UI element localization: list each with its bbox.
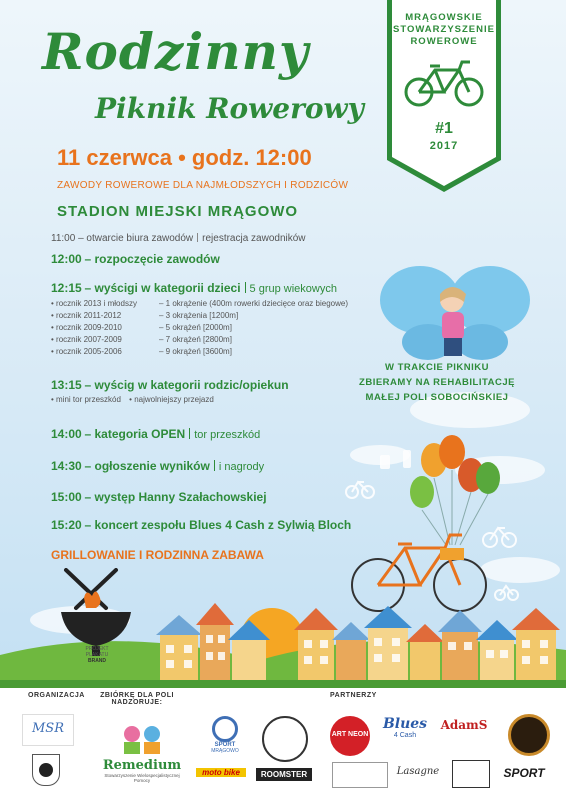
schedule-time: 15:00 (51, 490, 82, 504)
collect-label-line1: ZBIÓRKĘ DLA POLI (100, 692, 174, 699)
fundraiser-line1: W TRAKCIE PIKNIKU (384, 362, 490, 373)
kids-group: • rocznik 2011-2012 (51, 311, 122, 320)
schedule-text: – ogłoszenie wyników (84, 459, 210, 473)
schedule-extra: i nagrody (218, 461, 265, 473)
kids-group: • rocznik 2005-2006 (51, 347, 122, 356)
fundraiser-line2: ZBIERAMY NA REHABILITACJĘ (359, 377, 515, 388)
blues-text: Blues (382, 716, 428, 732)
sport-logo-mark (212, 716, 238, 742)
remedium-icon (112, 716, 172, 756)
kids-group: • rocznik 2013 i młodszy (51, 299, 137, 308)
partners-label: PARTNERZY (330, 692, 377, 699)
hotel-logo (452, 760, 490, 788)
grill-banner: GRILLOWANIE I RODZINNA ZABAWA (51, 548, 264, 562)
parent-detail: • najwolniejszy przejazd (129, 395, 214, 404)
kids-group: • rocznik 2007-2009 (51, 335, 122, 344)
kids-row (51, 311, 238, 320)
schedule-item-8 (51, 518, 351, 532)
kids-desc: – 1 okrążenie (400m rowerki dziecięce oraz biegowe) (159, 299, 348, 308)
kids-row (51, 347, 232, 356)
fundraiser-line3: MAŁEJ POLI SOBOCIŃSKIEJ (365, 392, 509, 403)
artneon-text: ART NEON (331, 731, 369, 738)
restaurant-logo (332, 762, 388, 788)
schedule-item-7 (51, 490, 267, 504)
ribbon-badge (387, 0, 501, 192)
credit-line2: PLAKATU (85, 652, 109, 658)
ribbon-line2: STOWARZYSZENIE (393, 24, 495, 35)
event-date: 11 czerwca • godz. 12:00 (57, 145, 312, 170)
schedule-text: – rozpoczęcie zawodów (84, 252, 220, 266)
schedule-time: 14:00 (51, 427, 82, 441)
partner-round-logo (508, 714, 550, 756)
schedule-time: 13:15 (51, 378, 82, 392)
crest-emblem (39, 763, 53, 777)
adams-text: AdamS (440, 718, 488, 732)
butterfly-girl-image (380, 262, 530, 362)
schedule-item-4 (51, 378, 289, 392)
schedule-time: 14:30 (51, 459, 82, 473)
kids-desc: – 7 okrążeń [2800m] (159, 335, 232, 344)
event-venue: STADION MIEJSKI MRĄGOWO (57, 203, 299, 220)
collect-label-line2: NADZORUJE: (111, 699, 163, 706)
schedule-text: – koncert zespołu Blues 4 Cash z Sylwią Bloch (84, 518, 352, 532)
parent-details (51, 395, 214, 404)
kids-row (51, 323, 232, 332)
bike-club-logo (262, 716, 308, 762)
title-line1: Rodzinny (42, 22, 310, 81)
kids-desc: – 5 okrążeń [2000m] (159, 323, 232, 332)
adams-logo (436, 718, 492, 732)
kids-desc: – 9 okrążeń [3600m] (159, 347, 232, 356)
schedule-time: 12:15 (51, 281, 82, 295)
city-crest-logo (32, 754, 60, 786)
remedium-sub: Stowarzyszenie Wielospecjalistycznej Pomocy (104, 773, 180, 783)
design-credit (72, 646, 122, 664)
title-line2: Piknik Rowerowy (95, 92, 364, 125)
ribbon-number: #1 (435, 120, 453, 137)
schedule-time: 12:00 (51, 252, 82, 266)
schedule-text: – kategoria OPEN (84, 427, 186, 441)
schedule-time: 11:00 (51, 233, 76, 244)
divider (197, 233, 198, 242)
schedule-item-5 (51, 427, 260, 441)
divider (245, 282, 246, 293)
sport-mragowo-logo (200, 716, 250, 754)
blues-sub: 4 Cash (393, 732, 417, 739)
ribbon-line3: ROWEROWE (410, 36, 478, 47)
divider (214, 460, 215, 471)
schedule-time: 15:20 (51, 518, 82, 532)
schedule-text: – występ Hanny Szałachowskiej (84, 490, 267, 504)
divider (189, 428, 190, 439)
sport-logo-sub: MRĄGOWO (211, 748, 239, 754)
parent-detail: • mini tor przeszkód (51, 395, 121, 404)
msr-logo (22, 714, 74, 746)
schedule-text: – otwarcie biura zawodów (78, 233, 194, 244)
schedule-item-2 (51, 252, 220, 266)
motobike-logo: moto bike (196, 768, 246, 777)
artneon-logo (330, 716, 370, 756)
collect-label (92, 692, 182, 706)
schedule-extra: tor przeszkód (194, 429, 261, 441)
ribbon-line1: MRĄGOWSKIE (405, 12, 483, 23)
remedium-name: Remedium (102, 758, 182, 773)
kids-row (51, 335, 232, 344)
sport-logo-text: SPORT (214, 742, 236, 748)
sport-logo: SPORT (503, 766, 545, 780)
kids-row (51, 299, 348, 308)
organizer-label: ORGANIZACJA (28, 692, 85, 699)
schedule-extra: rejestracja zawodników (202, 233, 306, 244)
schedule-extra: 5 grup wiekowych (249, 283, 337, 295)
msr-logo-text: MSR (31, 721, 64, 736)
sponsors-footer (0, 688, 566, 800)
ribbon-title (387, 12, 501, 48)
credit-line3: BRAND (87, 658, 107, 664)
kids-desc: – 3 okrążenia [1200m] (159, 311, 239, 320)
event-subtitle: ZAWODY ROWEROWE DLA NAJMŁODSZYCH I RODZICÓW (57, 180, 349, 191)
roomster-logo: ROOMSTER (256, 768, 312, 781)
blues4cash-logo (380, 716, 430, 739)
credit-line1: PROJEKT (85, 646, 109, 652)
fundraiser-note (342, 360, 532, 405)
lasagne-logo: Lasagne (396, 766, 440, 777)
kids-group: • rocznik 2009-2010 (51, 323, 122, 332)
schedule-item-1 (51, 233, 306, 244)
schedule-item-6 (51, 459, 264, 473)
schedule-text: – wyścigi w kategorii dzieci (84, 281, 241, 295)
schedule-text: – wyścig w kategorii rodzic/opiekun (84, 378, 289, 392)
remedium-logo (96, 758, 188, 783)
schedule-item-3 (51, 281, 337, 295)
ribbon-year: 2017 (429, 140, 459, 152)
